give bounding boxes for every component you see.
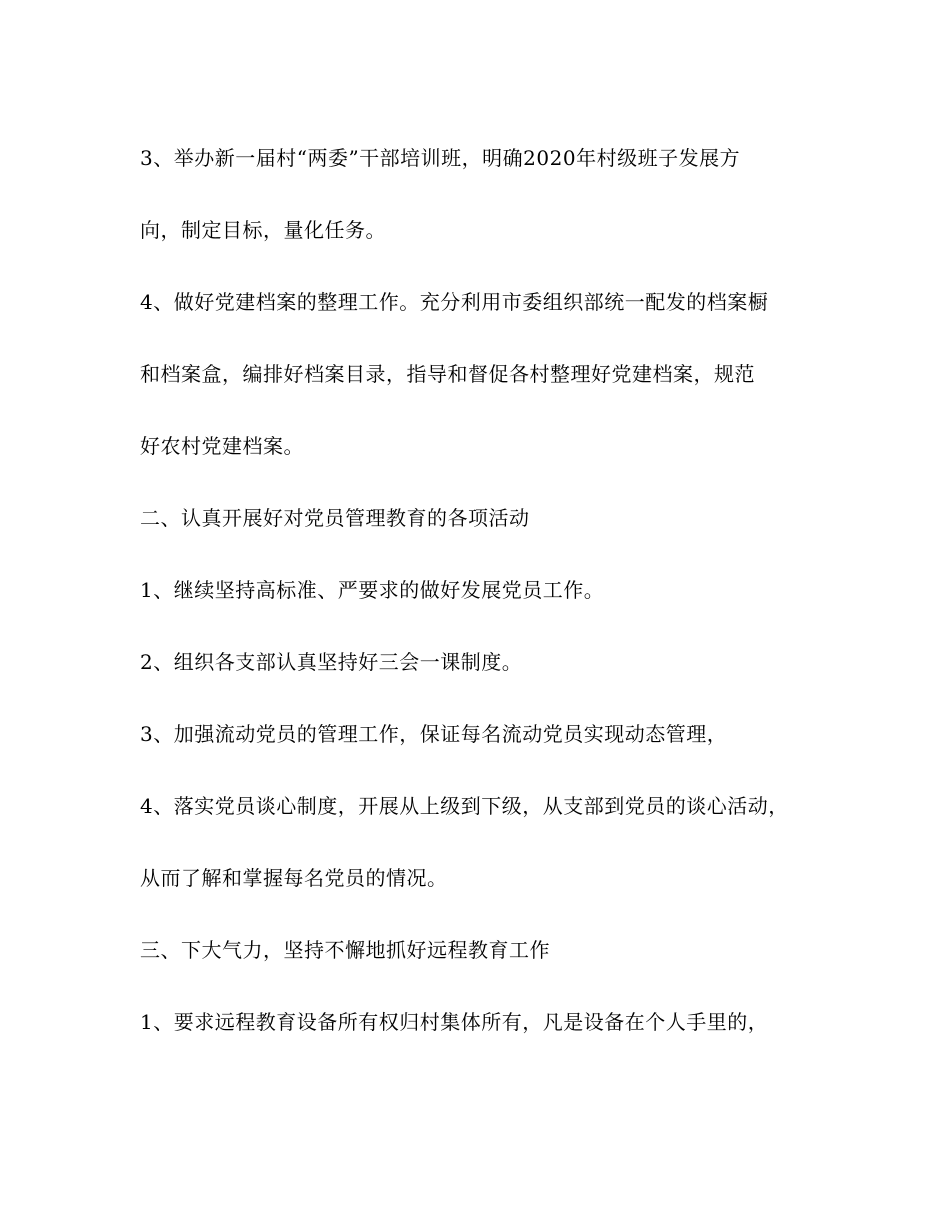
- paragraph-line: 4、落实党员谈心制度，开展从上级到下级，从支部到党员的谈心活动，: [140, 794, 789, 818]
- paragraph-line: 向，制定目标，量化任务。: [140, 218, 386, 242]
- paragraph-line: 1、继续坚持高标准、严要求的做好发展党员工作。: [140, 578, 605, 602]
- paragraph-line: 从而了解和掌握每名党员的情况。: [140, 866, 448, 890]
- paragraph-line: 4、做好党建档案的整理工作。充分利用市委组织部统一配发的档案橱: [140, 290, 769, 314]
- section-heading: 二、认真开展好对党员管理教育的各项活动: [140, 506, 530, 530]
- paragraph-line: 3、举办新一届村“两委”干部培训班，明确2020年村级班子发展方: [140, 146, 741, 170]
- paragraph-line: 3、加强流动党员的管理工作，保证每名流动党员实现动态管理，: [140, 722, 728, 746]
- paragraph-line: 1、要求远程教育设备所有权归村集体所有，凡是设备在个人手里的，: [140, 1010, 769, 1034]
- paragraph-line: 好农村党建档案。: [140, 434, 304, 458]
- paragraph-line: 和档案盒，编排好档案目录，指导和督促各村整理好党建档案，规范: [140, 362, 755, 386]
- paragraph-line: 2、组织各支部认真坚持好三会一课制度。: [140, 650, 523, 674]
- section-heading: 三、下大气力，坚持不懈地抓好远程教育工作: [140, 938, 550, 962]
